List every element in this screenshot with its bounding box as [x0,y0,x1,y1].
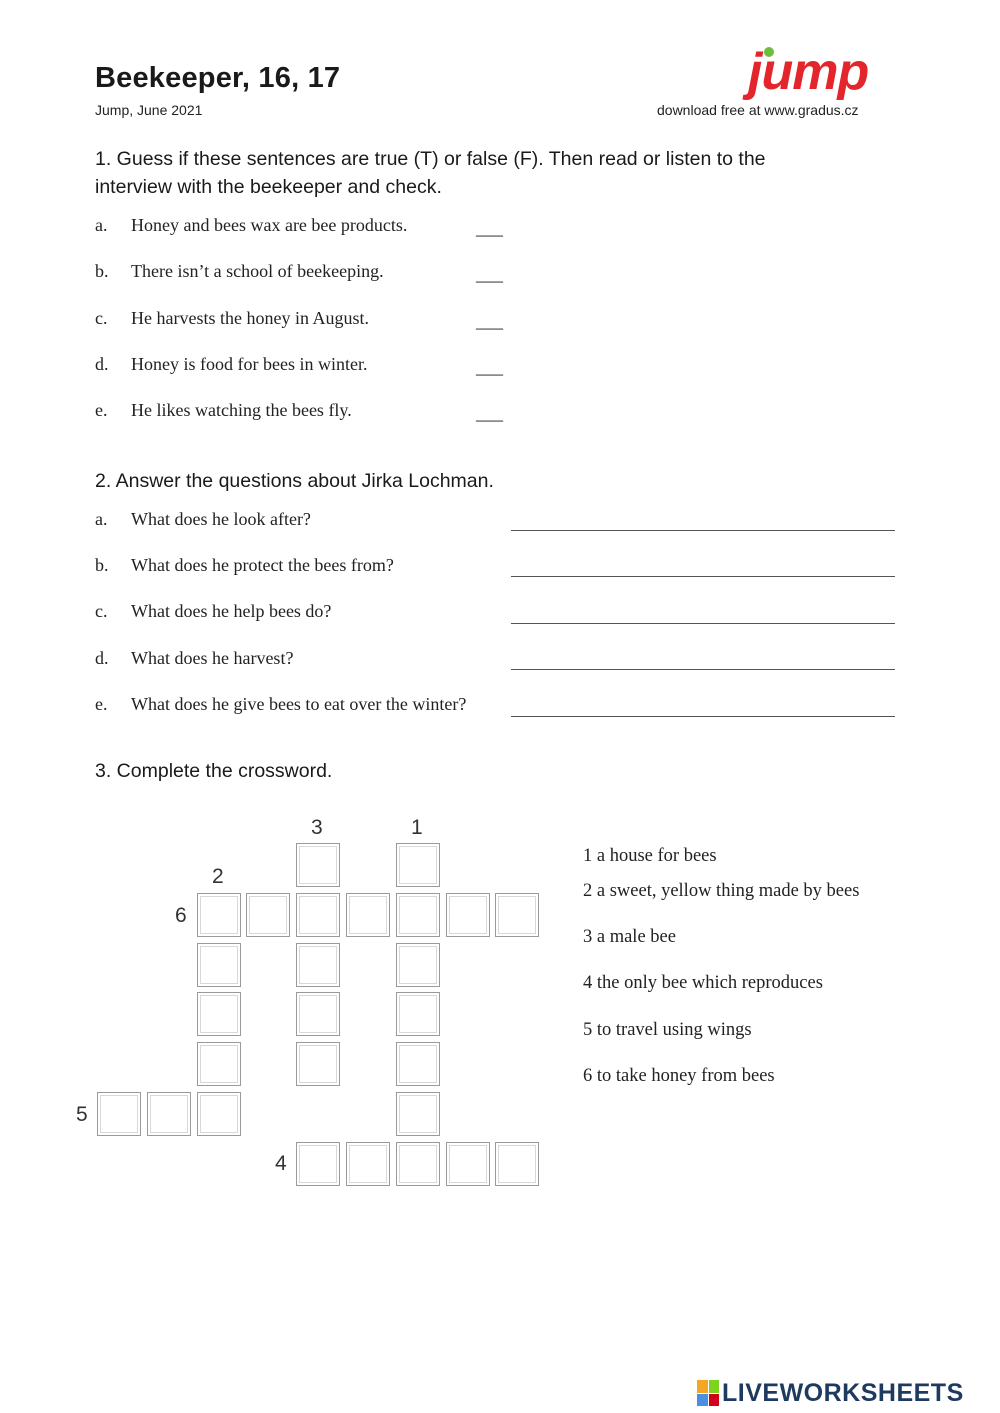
liveworksheets-icon [697,1380,719,1406]
ex2-item-text: What does he help bees do? [131,601,332,621]
ex2-item-text: What does he look after? [131,509,311,529]
ex1-answer-blank[interactable]: ___ [476,311,503,331]
crossword-cell[interactable] [495,1142,539,1186]
crossword-cell[interactable] [396,992,440,1036]
ex1-item-text: Honey and bees wax are bee products. [131,215,408,235]
logo-square [709,1394,720,1407]
crossword-cell[interactable] [296,992,340,1036]
ex1-answer-blank[interactable]: ___ [476,403,503,423]
crossword-cell[interactable] [495,893,539,937]
ex1-item-text: Honey is food for bees in winter. [131,354,368,374]
logo-square [697,1394,708,1407]
crossword-clue: 5 to travel using wings [583,1020,752,1040]
ex1-item-text: He harvests the honey in August. [131,308,369,328]
crossword-cell[interactable] [246,893,290,937]
crossword-cell[interactable] [346,893,390,937]
download-note: download free at www.gradus.cz [657,102,859,118]
liveworksheets-logo [697,1377,964,1409]
exercise1-heading-line2: interview with the beekeeper and check. [95,176,442,198]
ex2-answer-line[interactable] [511,668,895,670]
ex1-item-letter: d. [95,354,109,374]
exercise3-heading: 3. Complete the crossword. [95,760,333,782]
ex2-item-text: What does he give bees to eat over the winter? [131,694,467,714]
crossword-cell[interactable] [296,1142,340,1186]
crossword-cell[interactable] [396,1092,440,1136]
logo-square [697,1380,708,1393]
crossword-number-4: 4 [275,1152,287,1175]
crossword-cell[interactable] [446,1142,490,1186]
logo-square [709,1380,720,1393]
worksheet-title: Beekeeper, 16, 17 [95,62,341,94]
crossword-cell[interactable] [197,992,241,1036]
worksheet-subtitle: Jump, June 2021 [95,102,203,118]
logo-text: jump [748,43,869,101]
crossword-number-6: 6 [175,904,187,927]
exercise2-heading: 2. Answer the questions about Jirka Lochman. [95,470,494,492]
ex2-answer-line[interactable] [511,575,895,577]
crossword-clue: 3 a male bee [583,927,676,947]
ex1-item-letter: c. [95,308,108,328]
ex1-item-text: There isn’t a school of beekeeping. [131,261,384,281]
crossword-cell[interactable] [197,943,241,987]
ex2-answer-line[interactable] [511,529,895,531]
crossword-number-3: 3 [311,816,323,839]
ex2-item-text: What does he harvest? [131,648,294,668]
ex2-item-text: What does he protect the bees from? [131,555,394,575]
ex2-item-letter: b. [95,555,109,575]
ex1-item-letter: a. [95,215,108,235]
crossword-cell[interactable] [296,843,340,887]
crossword-number-5: 5 [76,1103,88,1126]
crossword-cell[interactable] [296,1042,340,1086]
crossword-cell[interactable] [396,1042,440,1086]
crossword-cell[interactable] [197,893,241,937]
crossword-cell[interactable] [296,893,340,937]
crossword-clue: 1 a house for bees [583,846,717,866]
ex1-item-letter: b. [95,261,109,281]
ex2-answer-line[interactable] [511,622,895,624]
crossword-cell[interactable] [197,1092,241,1136]
ex1-answer-blank[interactable]: ___ [476,357,503,377]
crossword-cell[interactable] [296,943,340,987]
crossword-cell[interactable] [197,1042,241,1086]
ex1-answer-blank[interactable]: ___ [476,264,503,284]
crossword-clue: 4 the only bee which reproduces [583,973,823,993]
crossword-cell[interactable] [346,1142,390,1186]
ex2-item-letter: d. [95,648,109,668]
crossword-cell[interactable] [147,1092,191,1136]
crossword-cell[interactable] [97,1092,141,1136]
ex1-item-letter: e. [95,400,108,420]
crossword-cell[interactable] [446,893,490,937]
jump-logo [748,43,888,106]
crossword-cell[interactable] [396,943,440,987]
exercise1-heading-line1: 1. Guess if these sentences are true (T) or false (F). Then read or listen to the [95,148,766,170]
crossword-cell[interactable] [396,1142,440,1186]
crossword-clue: 6 to take honey from bees [583,1066,775,1086]
crossword-cell[interactable] [396,893,440,937]
ex1-answer-blank[interactable]: ___ [476,218,503,238]
ex1-item-text: He likes watching the bees fly. [131,400,352,420]
exercise1-heading [95,145,875,201]
ex2-item-letter: c. [95,601,108,621]
crossword-cell[interactable] [396,843,440,887]
crossword-number-1: 1 [411,816,423,839]
crossword-number-2: 2 [212,865,224,888]
crossword-clue: 2 a sweet, yellow thing made by bees [583,881,860,901]
ex2-item-letter: a. [95,509,108,529]
ex2-answer-line[interactable] [511,715,895,717]
ex2-item-letter: e. [95,694,108,714]
liveworksheets-brand: LIVEWORKSHEETS [722,1378,964,1407]
